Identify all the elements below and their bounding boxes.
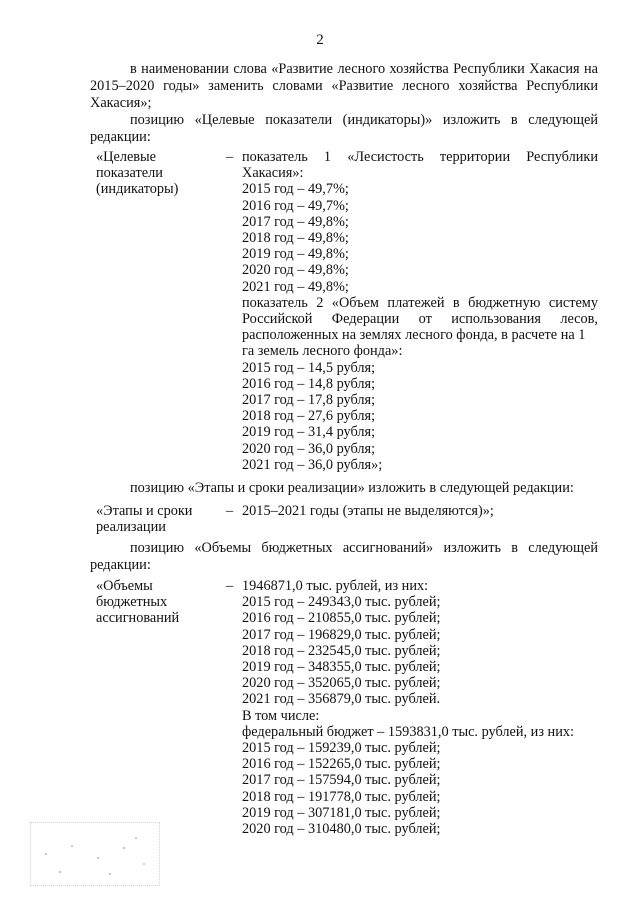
indicator-2-title-a: показатель 2 «Объем платежей в бюджетную систему Российской Федерации от использования лесов, bbox=[242, 294, 598, 328]
indicator-1-year-row: 2019 год – 49,8%; bbox=[242, 246, 349, 263]
indicator-2-year-row: 2015 год – 14,5 рубля; bbox=[242, 359, 376, 376]
paragraph-budget-intro: позицию «Объемы бюджетных ассигнований» изложить в следующей редакции: bbox=[90, 540, 598, 573]
indicator-2-year-row: 2019 год – 31,4 рубля; bbox=[242, 424, 376, 441]
budget-values bbox=[242, 578, 598, 837]
federal-year-row: 2019 год – 307181,0 тыс. рублей; bbox=[242, 804, 441, 821]
indicator-2-year-row: 2016 год – 14,8 рубля; bbox=[242, 375, 376, 392]
targets-label: «Целевые показатели (индикаторы) bbox=[96, 149, 179, 198]
faint-stamp-mark bbox=[30, 822, 160, 886]
indicator-2-title-b: расположенных на землях лесного фонда, в расчете на 1 га земель лесного фонда»: bbox=[242, 327, 586, 360]
budget-federal: федеральный бюджет – 1593831,0 тыс. рублей, из них: bbox=[242, 723, 574, 740]
federal-year-row: 2016 год – 152265,0 тыс. рублей; bbox=[242, 756, 441, 773]
indicator-1-year-row: 2016 год – 49,7%; bbox=[242, 197, 349, 214]
federal-year-row: 2017 год – 157594,0 тыс. рублей; bbox=[242, 772, 441, 789]
budget-year-list bbox=[242, 594, 598, 707]
budget-federal-list bbox=[242, 740, 598, 837]
stages-value: 2015–2021 годы (этапы не выделяются)»; bbox=[242, 503, 494, 519]
budget-year-row: 2017 год – 196829,0 тыс. рублей; bbox=[242, 626, 441, 643]
indicator-1-year-row: 2015 год – 49,7%; bbox=[242, 181, 349, 198]
indicator-2-year-row: 2017 год – 17,8 рубля; bbox=[242, 392, 376, 409]
targets-values bbox=[242, 149, 598, 473]
stages-dash: – bbox=[226, 503, 234, 519]
federal-year-row: 2015 год – 159239,0 тыс. рублей; bbox=[242, 740, 441, 757]
budget-dash: – bbox=[226, 578, 234, 594]
budget-label: «Объемы бюджетных ассигнований bbox=[96, 578, 180, 627]
budget-year-row: 2020 год – 352065,0 тыс. рублей; bbox=[242, 675, 441, 692]
indicator-1-year-row: 2020 год – 49,8%; bbox=[242, 262, 349, 279]
budget-year-row: 2015 год – 249343,0 тыс. рублей; bbox=[242, 594, 441, 611]
indicator-2-year-row: 2018 год – 27,6 рубля; bbox=[242, 408, 376, 425]
indicator-1-list bbox=[242, 181, 598, 294]
indicator-1-title: показатель 1 «Лесистость территории Республики Хакасия»: bbox=[242, 149, 598, 182]
budget-year-row: 2018 год – 232545,0 тыс. рублей; bbox=[242, 642, 441, 659]
paragraph-targets-intro: позицию «Целевые показатели (индикаторы)» изложить в следующей редакции: bbox=[90, 112, 598, 145]
indicator-1-year-row: 2018 год – 49,8%; bbox=[242, 230, 349, 247]
budget-year-row: 2016 год – 210855,0 тыс. рублей; bbox=[242, 610, 441, 627]
indicator-1-year-row: 2017 год – 49,8%; bbox=[242, 213, 349, 230]
page-number: 2 bbox=[316, 32, 324, 48]
budget-year-row: 2019 год – 348355,0 тыс. рублей; bbox=[242, 659, 441, 676]
budget-year-row: 2021 год – 356879,0 тыс. рублей. bbox=[242, 691, 441, 708]
indicator-2-list bbox=[242, 360, 598, 473]
budget-including: В том числе: bbox=[242, 707, 320, 724]
federal-year-row: 2020 год – 310480,0 тыс. рублей; bbox=[242, 821, 441, 838]
budget-total: 1946871,0 тыс. рублей, из них: bbox=[242, 578, 429, 594]
indicator-2-year-row: 2020 год – 36,0 рубля; bbox=[242, 440, 376, 457]
federal-year-row: 2018 год – 191778,0 тыс. рублей; bbox=[242, 788, 441, 805]
indicator-2-year-row: 2021 год – 36,0 рубля»; bbox=[242, 456, 383, 473]
paragraph-stages-intro: позицию «Этапы и сроки реализации» изложить в следующей редакции: bbox=[130, 480, 574, 496]
paragraph-title-change: в наименовании слова «Развитие лесного хозяйства Республики Хакасия на 2015–2020 годы» заменить словами «Развитие лесного хозяйства Республики Хакасия»; bbox=[90, 61, 598, 111]
targets-dash: – bbox=[226, 149, 234, 165]
stages-label: «Этапы и сроки реализации bbox=[96, 503, 193, 536]
indicator-1-year-row: 2021 год – 49,8%; bbox=[242, 278, 349, 295]
